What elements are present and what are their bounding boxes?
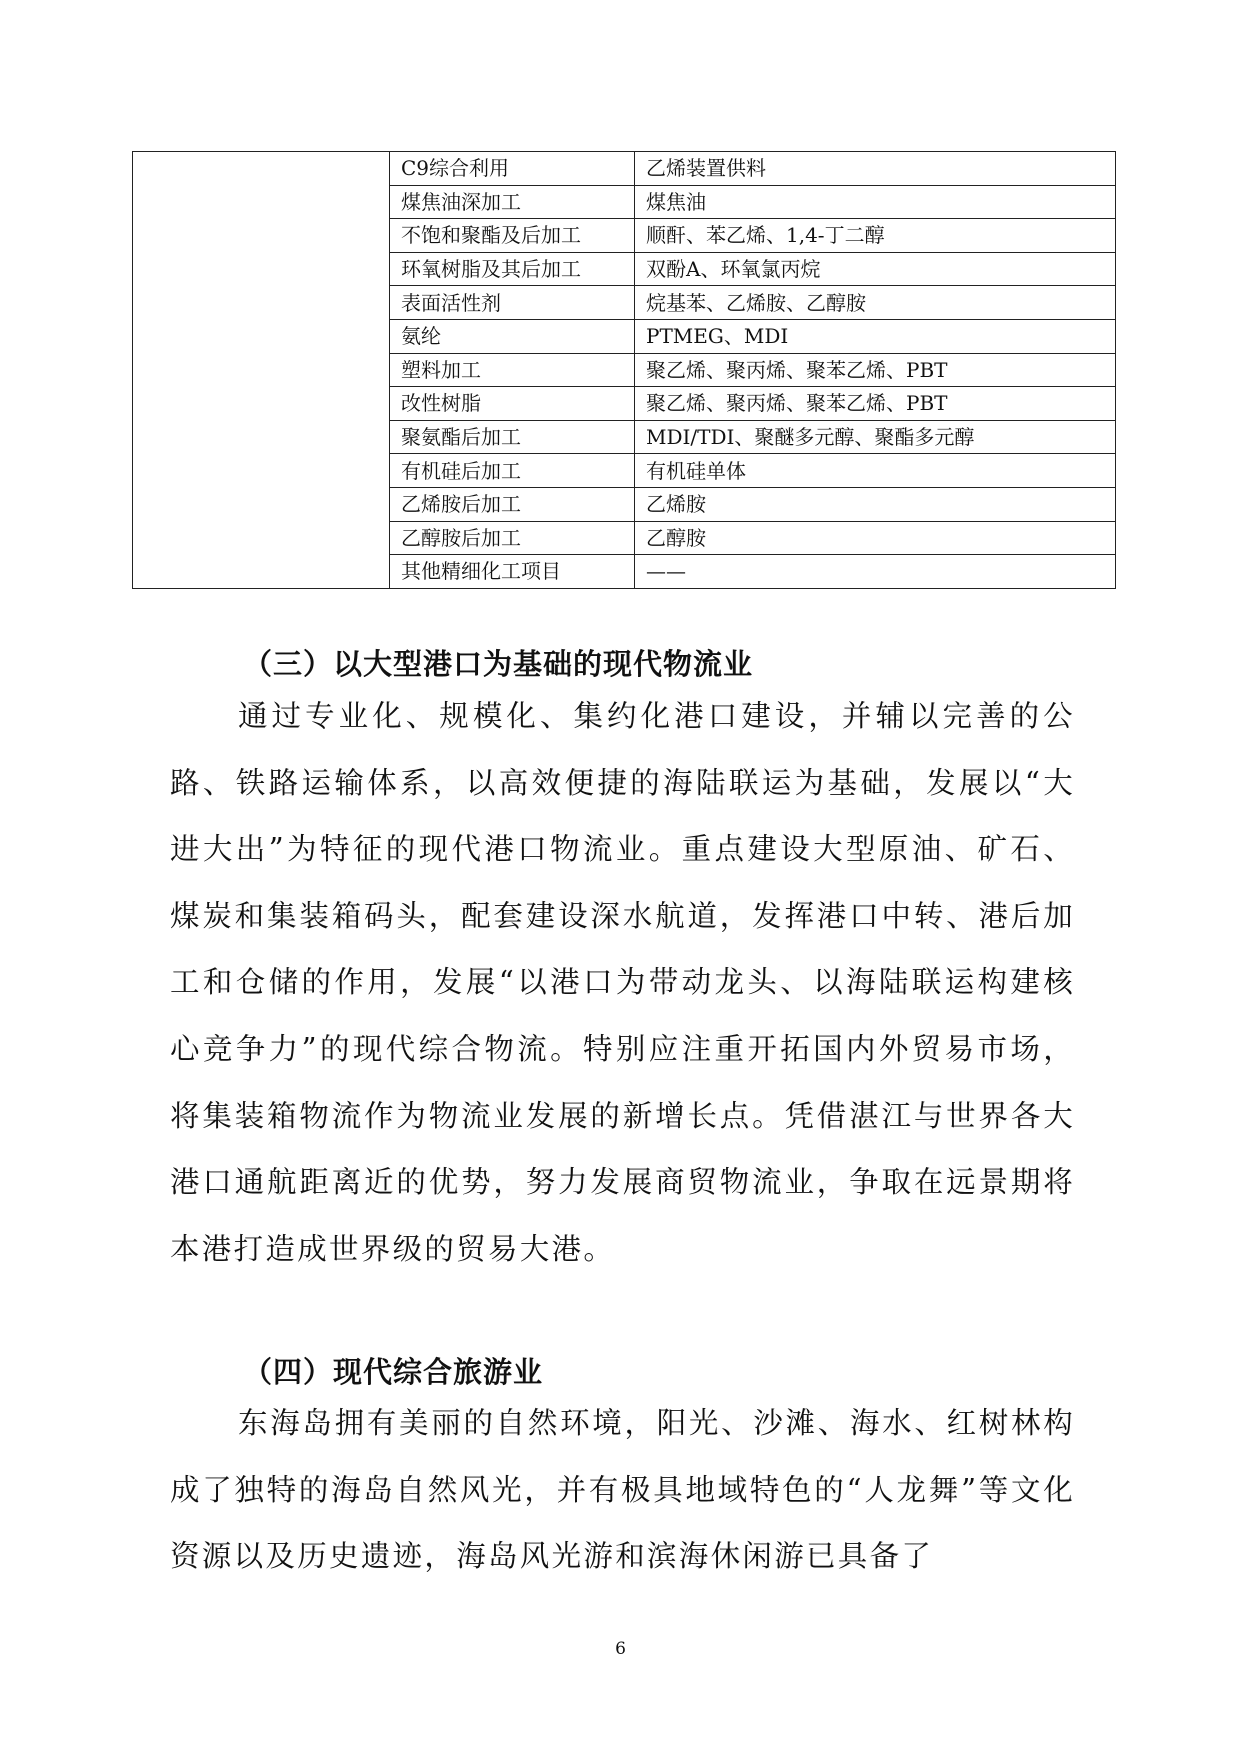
raw-material-cell: 烷基苯、乙烯胺、乙醇胺 [635, 286, 1116, 320]
raw-material-cell: 乙烯胺 [635, 487, 1116, 521]
product-cell: 乙烯胺后加工 [390, 487, 635, 521]
section-3-paragraph: 通过专业化、规模化、集约化港口建设，并辅以完善的公路、铁路运输体系，以高效便捷的海陆联运为基础，发展以“大进大出”为特征的现代港口物流业。重点建设大型原油、矿石、煤炭和集装箱码头，配套建设深水航道，发挥港口中转、港后加工和仓储的作用，发展“以港口为带动龙头、以海陆联运构建核心竞争力”的现代综合物流。特别应注重开拓国内外贸易市场，将集装箱物流作为物流业发展的新增长点。凭借湛江与世界各大港口通航距离近的优势，努力发展商贸物流业，争取在远景期将本港打造成世界级的贸易大港。 [170, 699, 1075, 1266]
product-cell: 环氧树脂及其后加工 [390, 252, 635, 286]
section-4-heading: （四）现代综合旅游业 [243, 1355, 544, 1389]
raw-material-cell: 顺酐、苯乙烯、1,4-丁二醇 [635, 219, 1116, 253]
product-cell: 聚氨酯后加工 [390, 420, 635, 454]
raw-material-cell: 聚乙烯、聚丙烯、聚苯乙烯、PBT [635, 387, 1116, 421]
raw-material-cell: PTMEG、MDI [635, 319, 1116, 353]
product-cell: 改性树脂 [390, 387, 635, 421]
product-cell: 氨纶 [390, 319, 635, 353]
table-body [133, 152, 1116, 589]
product-cell: 有机硅后加工 [390, 454, 635, 488]
product-cell: 表面活性剂 [390, 286, 635, 320]
section-3-heading: （三）以大型港口为基础的现代物流业 [243, 647, 754, 681]
raw-material-cell: 乙醇胺 [635, 521, 1116, 555]
raw-material-cell: 双酚A、环氧氯丙烷 [635, 252, 1116, 286]
product-cell: C9综合利用 [390, 152, 635, 186]
raw-material-cell: 煤焦油 [635, 185, 1116, 219]
raw-material-cell: MDI/TDI、聚醚多元醇、聚酯多元醇 [635, 420, 1116, 454]
fine-chemicals-table [132, 151, 1090, 589]
product-cell: 乙醇胺后加工 [390, 521, 635, 555]
table-row [133, 152, 1116, 186]
page-number: 6 [615, 1639, 626, 1659]
section-4-paragraph: 东海岛拥有美丽的自然环境，阳光、沙滩、海水、红树林构成了独特的海岛自然风光，并有极具地域特色的“人龙舞”等文化资源以及历史遗迹，海岛风光游和滨海休闲游已具备了 [170, 1406, 1075, 1574]
raw-material-cell: 聚乙烯、聚丙烯、聚苯乙烯、PBT [635, 353, 1116, 387]
raw-material-cell: 乙烯装置供料 [635, 152, 1116, 186]
product-cell: 塑料加工 [390, 353, 635, 387]
raw-material-cell: —— [635, 555, 1116, 589]
product-cell: 其他精细化工项目 [390, 555, 635, 589]
products-table [132, 151, 1116, 589]
product-cell: 不饱和聚酯及后加工 [390, 219, 635, 253]
raw-material-cell: 有机硅单体 [635, 454, 1116, 488]
product-cell: 煤焦油深加工 [390, 185, 635, 219]
category-cell [133, 152, 390, 589]
